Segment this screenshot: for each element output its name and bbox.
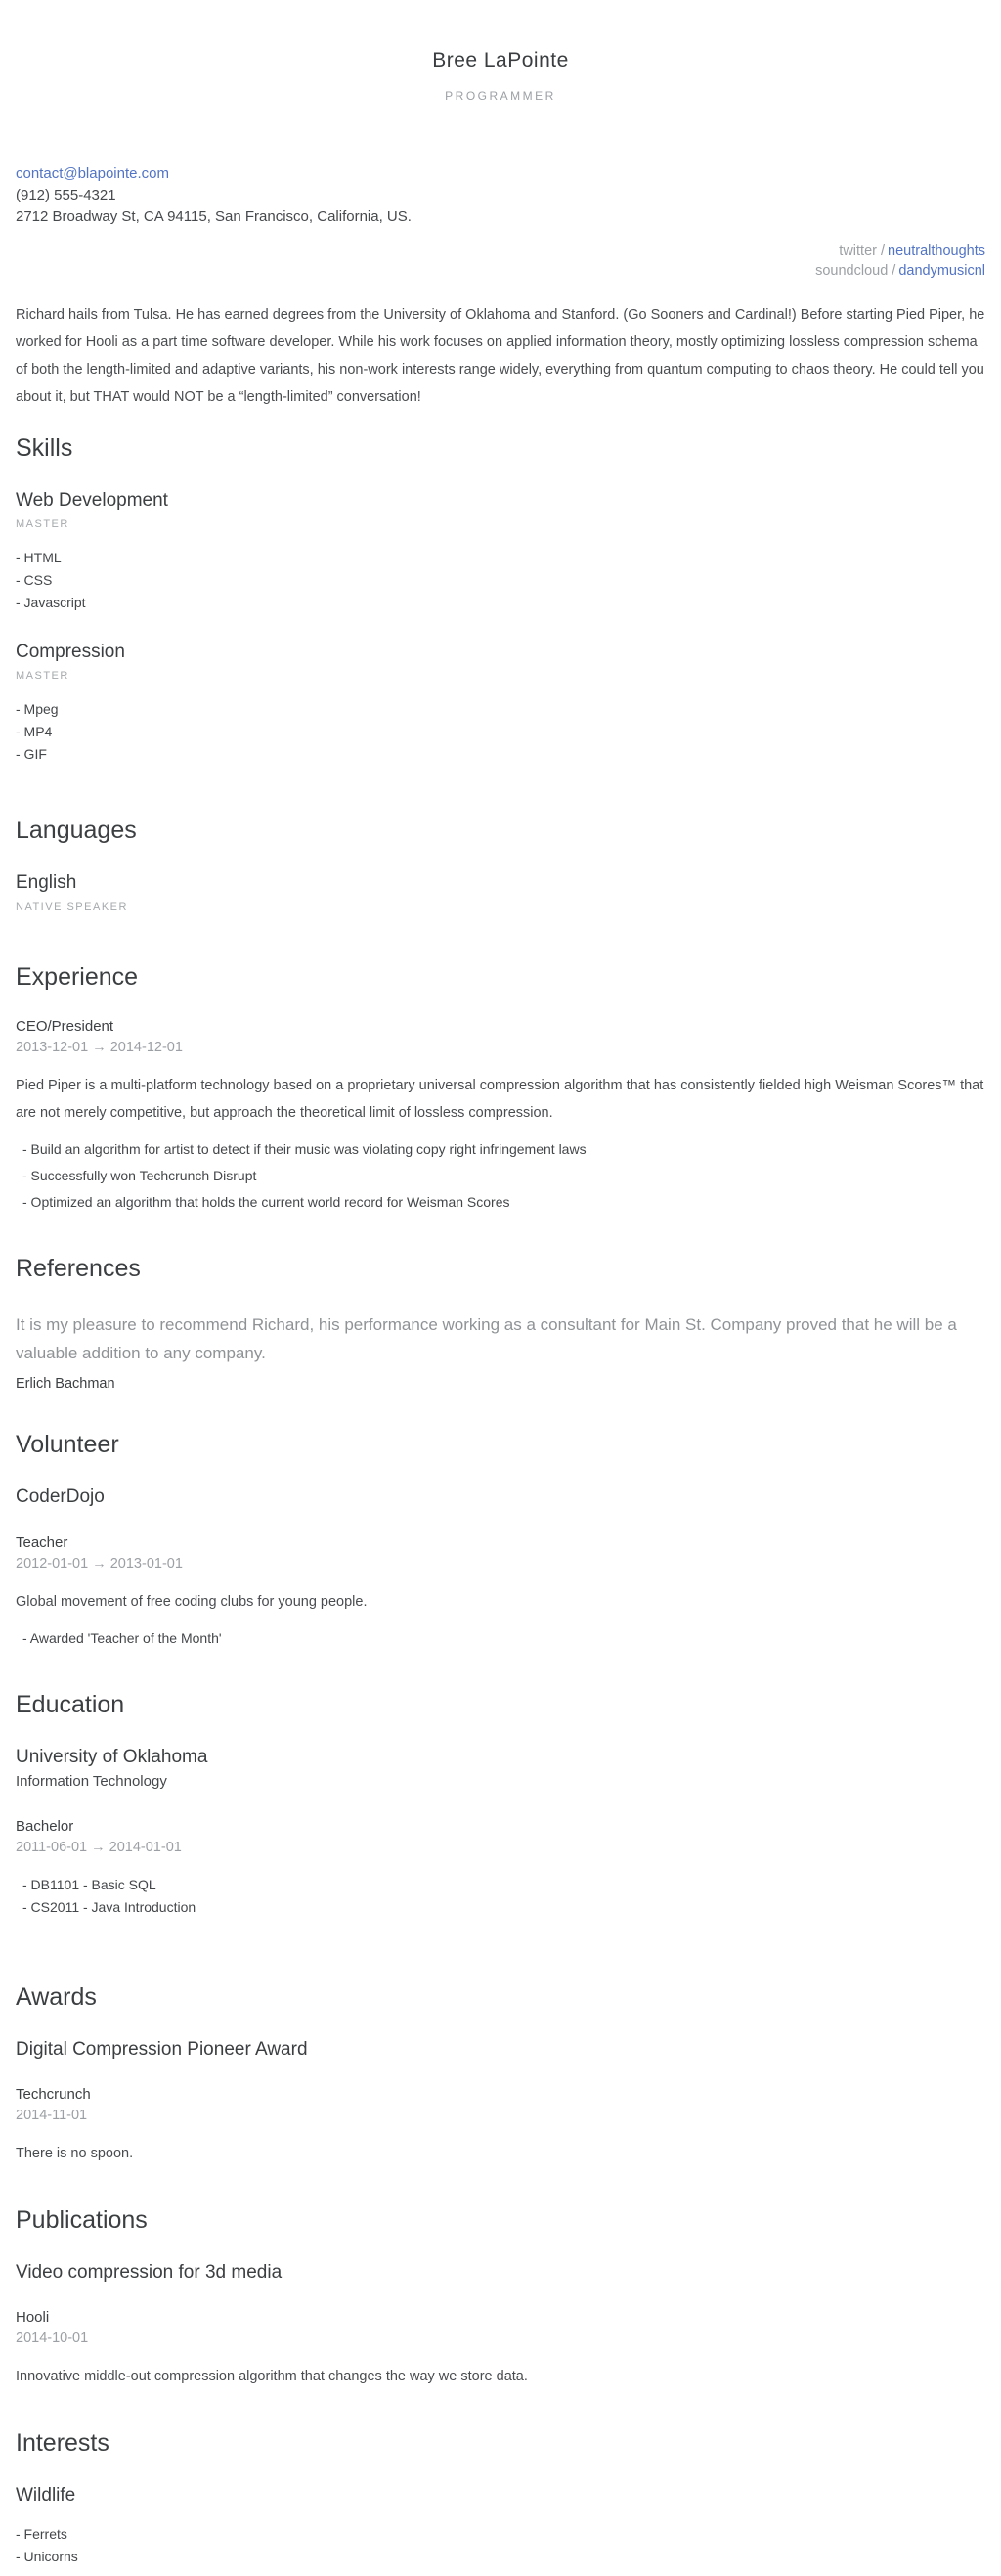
contact-section bbox=[16, 163, 985, 228]
course: - CS2011 - Java Introduction bbox=[22, 1899, 196, 1915]
experience-head bbox=[16, 1017, 985, 1058]
volunteer-highlights bbox=[16, 1625, 985, 1652]
publication-publisher: Hooli bbox=[16, 2309, 50, 2326]
section-title-interests: Interests bbox=[16, 2429, 109, 2457]
social-profiles bbox=[16, 242, 985, 281]
volunteer-item bbox=[16, 1487, 985, 1652]
person-name: Bree LaPointe bbox=[432, 49, 569, 71]
keyword: - HTML bbox=[16, 550, 62, 565]
keyword: - MP4 bbox=[16, 724, 53, 739]
section-title-languages: Languages bbox=[16, 817, 137, 844]
job-highlights bbox=[16, 1136, 985, 1216]
study-area: Information Technology bbox=[16, 1773, 167, 1790]
job-position: CEO/President bbox=[16, 1018, 114, 1035]
publication-name: Video compression for 3d media bbox=[16, 2262, 283, 2283]
reference-quote: It is my pleasure to recommend Richard, his performance working as a consultant for Main St. Company proved that he will be a valuable addition to any company. bbox=[16, 1315, 957, 1362]
keyword: - Unicorns bbox=[16, 2549, 78, 2564]
interest-keywords bbox=[16, 2523, 985, 2568]
job-summary: Pied Piper is a multi-platform technology based on a proprietary universal compression algorithm that has consistently fielded high Weisman Scores™ that are not merely competitive, but approach the theoretical limit of lossless compression. bbox=[16, 1078, 984, 1121]
volunteer-head bbox=[16, 1533, 985, 1575]
highlight: - Successfully won Techcrunch Disrupt bbox=[22, 1168, 257, 1183]
award-item bbox=[16, 2039, 985, 2167]
volunteer-summary: Global movement of free coding clubs for young people. bbox=[16, 1594, 368, 1610]
keyword: - GIF bbox=[16, 746, 47, 762]
award-awarder: Techcrunch bbox=[16, 2086, 91, 2103]
skills-section bbox=[16, 434, 985, 766]
course: - DB1101 - Basic SQL bbox=[22, 1877, 156, 1892]
skill-item bbox=[16, 642, 985, 766]
publication-summary: Innovative middle-out compression algorithm that changes the way we store data. bbox=[16, 2369, 528, 2384]
reference-name: Erlich Bachman bbox=[16, 1376, 115, 1392]
language-fluency: NATIVE SPEAKER bbox=[16, 901, 128, 912]
job-dates: 2013-12-01 → 2014-12-01 bbox=[16, 1040, 183, 1055]
award-summary: There is no spoon. bbox=[16, 2146, 134, 2161]
section-title-skills: Skills bbox=[16, 434, 73, 462]
institution-name: University of Oklahoma bbox=[16, 1747, 208, 1767]
education-head bbox=[16, 1817, 985, 1858]
experience-item bbox=[16, 1017, 985, 1216]
languages-section bbox=[16, 817, 985, 912]
twitter-profile-link[interactable]: neutralthoughts bbox=[888, 244, 985, 259]
reference-item bbox=[16, 1310, 985, 1392]
education-section bbox=[16, 1691, 985, 1919]
section-title-education: Education bbox=[16, 1691, 125, 1718]
experience-section bbox=[16, 963, 985, 1216]
education-dates: 2011-06-01 → 2014-01-01 bbox=[16, 1840, 182, 1855]
section-title-publications: Publications bbox=[16, 2206, 148, 2234]
interest-name: Wildlife bbox=[16, 2485, 76, 2506]
email-row bbox=[16, 163, 985, 185]
volunteer-section bbox=[16, 1431, 985, 1652]
skill-name: Web Development bbox=[16, 490, 168, 511]
keyword: - Javascript bbox=[16, 595, 86, 610]
profile-twitter bbox=[16, 242, 985, 261]
profile-soundcloud bbox=[16, 261, 985, 281]
section-title-references: References bbox=[16, 1255, 141, 1282]
highlight: - Optimized an algorithm that holds the current world record for Weisman Scores bbox=[22, 1194, 510, 1210]
award-date: 2014-11-01 bbox=[16, 2108, 88, 2123]
keyword: - Ferrets bbox=[16, 2526, 67, 2542]
study-type: Bachelor bbox=[16, 1818, 74, 1835]
publications-section bbox=[16, 2206, 985, 2390]
phone-number: (912) 555-4321 bbox=[16, 187, 116, 203]
skill-keywords bbox=[16, 698, 985, 766]
soundcloud-profile-link[interactable]: dandymusicnl bbox=[898, 263, 985, 279]
skill-name: Compression bbox=[16, 642, 125, 662]
email-link[interactable]: contact@blapointe.com bbox=[16, 165, 169, 182]
award-title: Digital Compression Pioneer Award bbox=[16, 2039, 308, 2060]
skill-item bbox=[16, 490, 985, 614]
interests-section bbox=[16, 2429, 985, 2568]
skill-level: MASTER bbox=[16, 670, 69, 682]
publication-item bbox=[16, 2262, 985, 2390]
awards-section bbox=[16, 1983, 985, 2167]
interest-item bbox=[16, 2485, 985, 2568]
section-title-experience: Experience bbox=[16, 963, 139, 991]
volunteer-position: Teacher bbox=[16, 1534, 68, 1551]
course-list bbox=[16, 1874, 985, 1919]
skill-keywords bbox=[16, 547, 985, 614]
section-title-volunteer: Volunteer bbox=[16, 1431, 119, 1458]
highlight: - Build an algorithm for artist to detect if their music was violating copy right infringement laws bbox=[22, 1141, 587, 1157]
publication-date: 2014-10-01 bbox=[16, 2331, 89, 2346]
language-item bbox=[16, 872, 985, 912]
highlight: - Awarded 'Teacher of the Month' bbox=[22, 1630, 222, 1646]
about-summary: Richard hails from Tulsa. He has earned degrees from the University of Oklahoma and Stanford. (Go Sooners and Cardinal!) Before starting Pied Piper, he worked for Hooli as a part time software developer. While his work focuses on applied information theory, mostly optimizing lossless compression schema of both the length-limited and adaptive variants, his non-work interests range widely, everything from quantum computing to chaos theory. He could tell you about it, but THAT would NOT be a “length-limited” conversation! bbox=[16, 307, 985, 405]
job-title: PROGRAMMER bbox=[445, 89, 556, 103]
keyword: - Mpeg bbox=[16, 701, 59, 717]
postal-address: 2712 Broadway St, CA 94115, San Francisco, California, US. bbox=[16, 208, 412, 225]
skill-level: MASTER bbox=[16, 518, 69, 530]
profile-network-label: soundcloud / bbox=[815, 263, 896, 279]
resume-header bbox=[16, 49, 985, 103]
volunteer-dates: 2012-01-01 → 2013-01-01 bbox=[16, 1556, 183, 1572]
language-name: English bbox=[16, 872, 77, 893]
section-title-awards: Awards bbox=[16, 1983, 97, 2011]
volunteer-organization: CoderDojo bbox=[16, 1487, 105, 1507]
profile-network-label: twitter / bbox=[839, 244, 886, 259]
keyword: - CSS bbox=[16, 572, 53, 588]
education-item bbox=[16, 1747, 985, 1919]
references-section bbox=[16, 1255, 985, 1392]
